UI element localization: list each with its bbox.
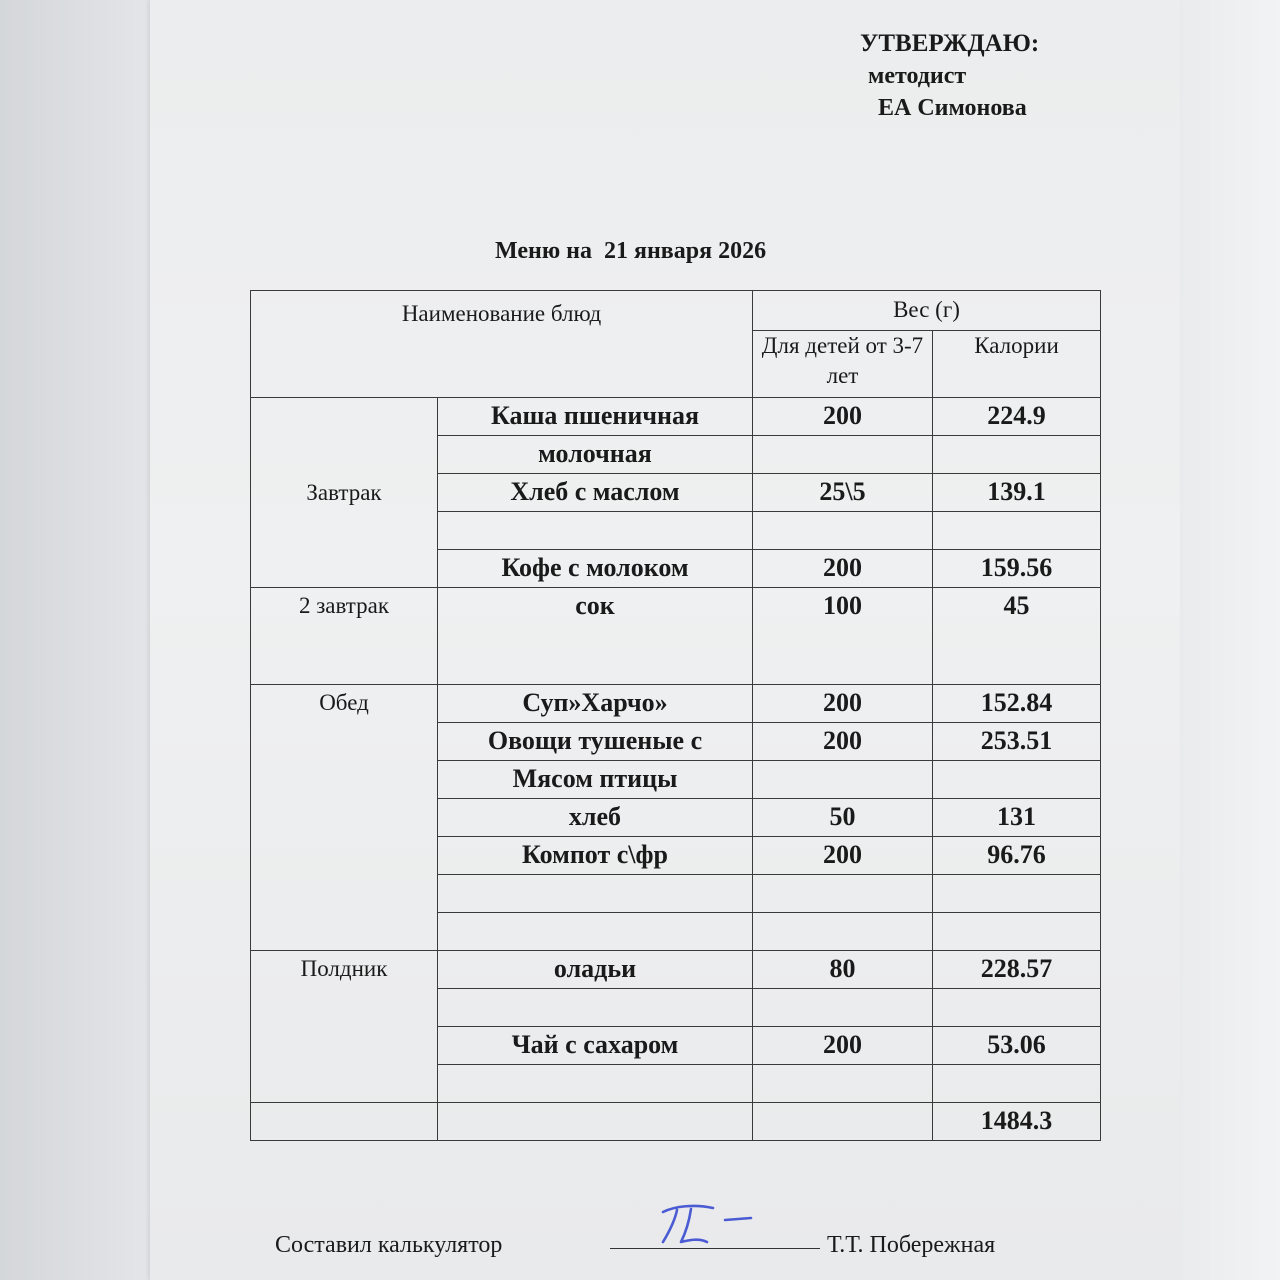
dish-cell: Каша пшеничная [438,398,753,436]
total-empty-cell [438,1103,753,1141]
dish-cell [438,512,753,550]
dish-cell [438,1065,753,1103]
calories-cell [933,875,1101,913]
weight-cell [753,761,933,799]
compiler-name: Т.Т. Побережная [827,1232,996,1258]
calories-cell: 131 [933,799,1101,837]
calories-cell: 152.84 [933,685,1101,723]
dish-cell: Мясом птицы [438,761,753,799]
calories-cell [933,512,1101,550]
calories-cell: 139.1 [933,474,1101,512]
dish-cell: Хлеб с маслом [438,474,753,512]
calories-cell: 53.06 [933,1027,1101,1065]
calories-cell [933,761,1101,799]
compiled-by-label: Составил калькулятор [275,1232,503,1258]
meal-lunch: Обед [251,685,438,951]
approval-name: ЕА Симонова [878,95,1027,121]
approval-position: методист [868,63,967,89]
calories-cell: 228.57 [933,951,1101,989]
dish-cell: сок [438,588,753,685]
weight-cell [753,989,933,1027]
header-calories: Калории [933,331,1101,398]
dish-cell: оладьи [438,951,753,989]
calories-cell [933,989,1101,1027]
calories-cell: 96.76 [933,837,1101,875]
dish-cell [438,913,753,951]
meal-breakfast-2: 2 завтрак [251,588,438,685]
dish-cell [438,875,753,913]
calories-cell [933,913,1101,951]
weight-cell: 200 [753,723,933,761]
dish-cell: Овощи тушеные с [438,723,753,761]
dish-cell: молочная [438,436,753,474]
weight-cell [753,913,933,951]
calories-cell: 159.56 [933,550,1101,588]
dish-cell: Суп»Харчо» [438,685,753,723]
weight-cell: 80 [753,951,933,989]
total-empty-cell [753,1103,933,1141]
weight-cell: 200 [753,685,933,723]
header-children: Для детей от 3-7 лет [753,331,933,398]
meal-snack: Полдник [251,951,438,1103]
background-right [1180,0,1280,1280]
menu-table [250,290,1101,1141]
calories-cell: 253.51 [933,723,1101,761]
signature-line [275,1228,1055,1268]
calories-cell: 45 [933,588,1101,685]
dish-cell: хлеб [438,799,753,837]
weight-cell: 50 [753,799,933,837]
dish-cell: Кофе с молоком [438,550,753,588]
weight-cell: 100 [753,588,933,685]
meal-breakfast: Завтрак [251,398,438,588]
dish-cell [438,989,753,1027]
weight-cell [753,875,933,913]
calories-cell [933,1065,1101,1103]
weight-cell: 200 [753,1027,933,1065]
page-title: Меню на 21 января 2026 [495,238,767,264]
weight-cell [753,1065,933,1103]
weight-cell [753,512,933,550]
dish-cell: Чай с сахаром [438,1027,753,1065]
approval-heading: УТВЕРЖДАЮ: [860,30,1040,57]
calories-cell: 224.9 [933,398,1101,436]
total-calories: 1484.3 [933,1103,1101,1141]
weight-cell: 200 [753,398,933,436]
calories-cell [933,436,1101,474]
background-left [0,0,150,1280]
approval-block [860,28,1039,124]
weight-cell: 25\5 [753,474,933,512]
total-empty-cell [251,1103,438,1141]
weight-cell [753,436,933,474]
weight-cell: 200 [753,550,933,588]
weight-cell: 200 [753,837,933,875]
handwritten-signature [655,1200,765,1250]
header-weight: Вес (г) [753,291,1101,331]
header-dish: Наименование блюд [251,291,753,398]
dish-cell: Компот с\фр [438,837,753,875]
